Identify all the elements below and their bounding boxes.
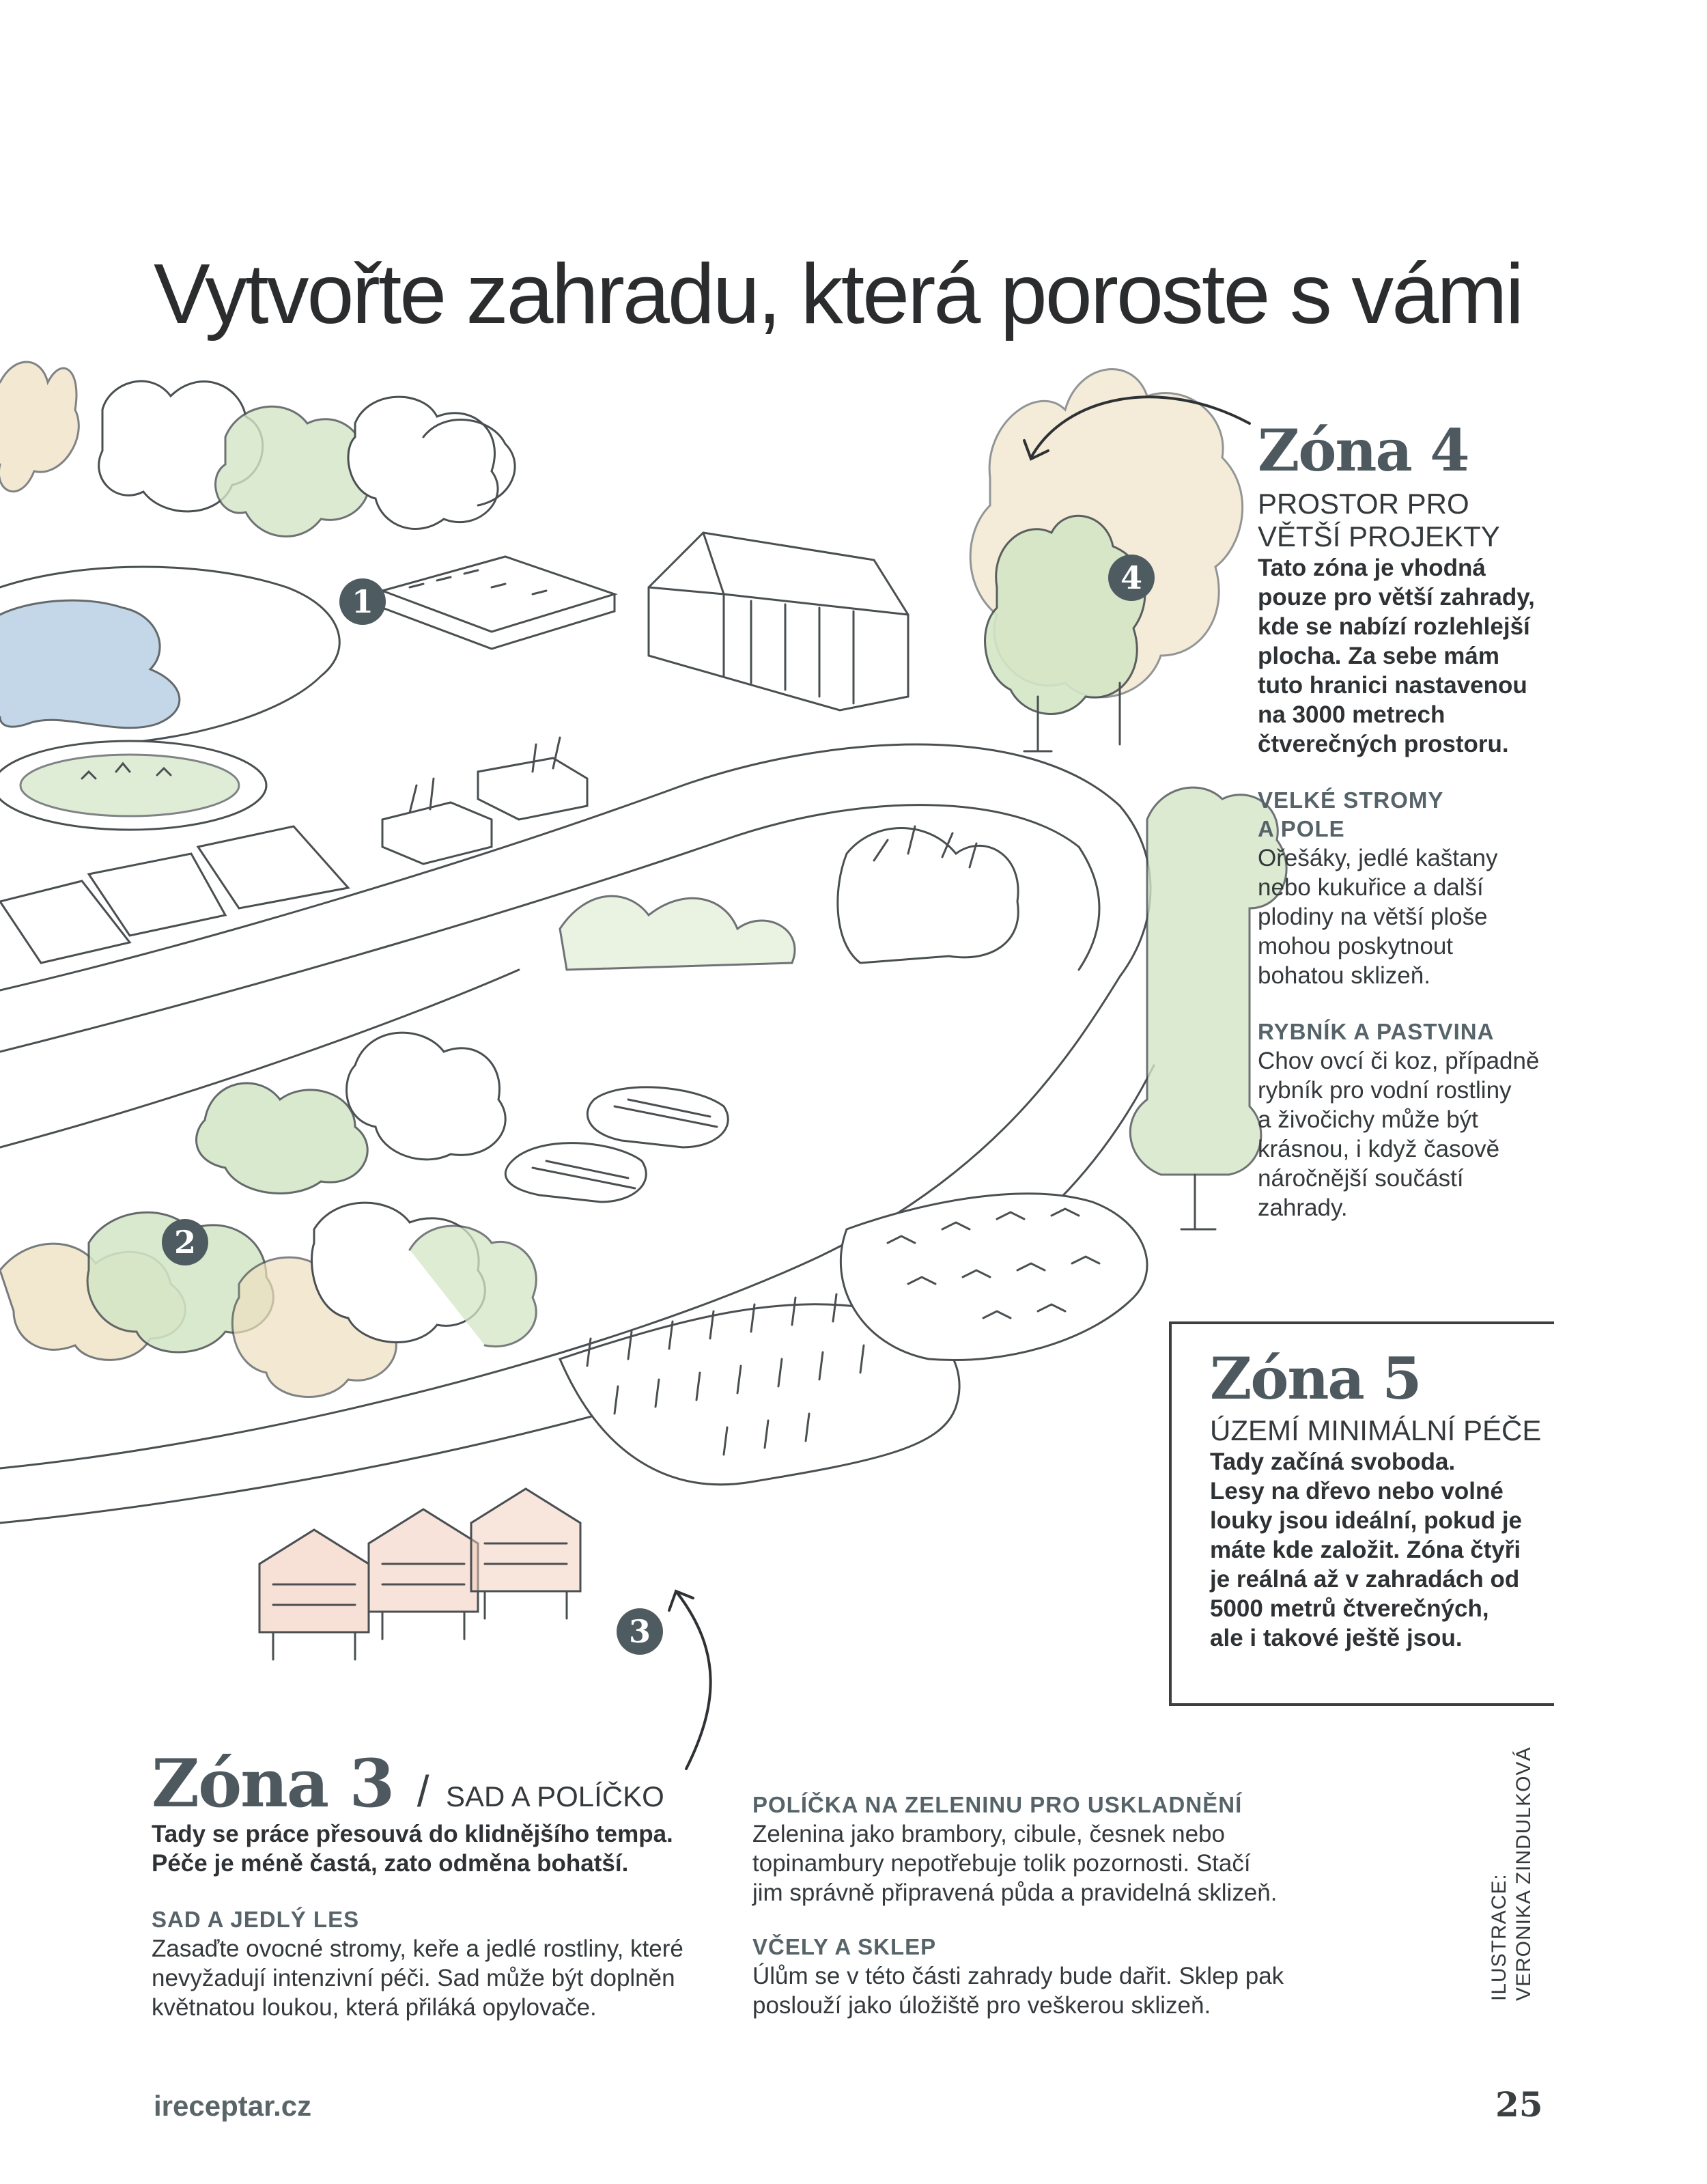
zone3-section-line: Úlům se v této části zahrady bude dařit. Sklep pak [752, 1963, 1284, 1989]
zone3-section-orchard [152, 1905, 739, 2022]
page-number: 25 [1495, 2084, 1543, 2125]
zone4-section-text [1258, 843, 1551, 990]
zone3-intro [152, 1819, 766, 1878]
page-title: Vytvořte zahradu, která poroste s vámi [154, 247, 1523, 341]
herb-bed-oval [0, 741, 266, 830]
zone5-intro-line: louky jsou ideální, pokud je [1210, 1507, 1523, 1534]
footer-site-link[interactable]: ireceptar.cz [154, 2090, 312, 2122]
zone4-section-line: plodiny na větší ploše [1258, 904, 1488, 930]
zone5-intro-line: máte kde založit. Zóna čtyři [1210, 1537, 1521, 1563]
zone4-intro-line: na 3000 metrech [1258, 701, 1445, 728]
zone4-section-heading-line: A POLE [1258, 816, 1345, 841]
zone4-section-line: nebo kukuřice a další [1258, 874, 1484, 901]
zone5-box [1169, 1321, 1554, 1706]
zone4-section-line: Ořešáky, jedlé kaštany [1258, 845, 1498, 871]
firewood-bundles [505, 1087, 728, 1202]
zone5-heading: Zóna 5 [1210, 1345, 1421, 1412]
zone3-section-vegetables [752, 1791, 1340, 1907]
zone4-section-heading [1258, 786, 1551, 843]
vegetable-beds-left [0, 826, 348, 963]
zone4-section-heading [1258, 1018, 1551, 1046]
seedling-crates [382, 738, 587, 864]
shrubs-middle [197, 1033, 506, 1193]
zone3-section-text [152, 1934, 739, 2022]
herb-beds-center [560, 826, 1018, 970]
zone5-subtitle: ÚZEMÍ MINIMÁLNÍ PÉČE [1210, 1414, 1542, 1446]
zone3-section-line: topinambury nepotřebuje tolik pozornosti. Stačí [752, 1850, 1251, 1877]
zone3-section-line: jim správně připravená půda a pravidelná sklizeň. [752, 1879, 1278, 1906]
zone4-intro-line: Tato zóna je vhodná [1258, 555, 1486, 581]
zone-marker-4: 4 [1108, 555, 1155, 601]
tree-cluster-top-left [0, 362, 515, 536]
zone4-heading: Zóna 4 [1258, 417, 1469, 484]
zone3-section-heading: POLÍČKA NA ZELENINU PRO USKLADNĚNÍ [752, 1792, 1243, 1817]
zone3-intro-line: Péče je méně častá, zato odměna bohatší. [152, 1850, 629, 1877]
zone3-section-text [752, 1819, 1340, 1907]
zone3-section-line: poslouží jako úložiště pro veškerou sklizeň. [752, 1992, 1211, 2019]
zone3-subtitle: SAD A POLÍČKO [446, 1780, 664, 1812]
zone5-content [1172, 1324, 1554, 1653]
zone4-intro-line: plocha. Za sebe mám [1258, 643, 1500, 669]
zone4-intro-line: tuto hranici nastavenou [1258, 672, 1527, 699]
zone4-intro-line: čtverečných prostoru. [1258, 731, 1509, 757]
zone3-section-line: Zasaďte ovocné stromy, keře a jedlé rostliny, které [152, 1935, 683, 1962]
zone-marker-1: 1 [339, 578, 386, 625]
zone4-section-line: rybník pro vodní rostliny [1258, 1077, 1512, 1104]
greenhouse [649, 533, 908, 710]
zone3-section-line: nevyžadují intenzivní péči. Sad může být doplněn [152, 1965, 675, 1991]
potato-field [841, 1194, 1147, 1360]
pond [0, 567, 339, 744]
zone4-section-line: náročnější součástí [1258, 1165, 1464, 1192]
zone4-section-line: krásnou, i když časově [1258, 1136, 1500, 1162]
credit-line: VERONIKA ZINDULKOVÁ [1512, 1746, 1535, 2001]
zone4-subtitle-line: VĚTŠÍ PROJEKTY [1258, 520, 1500, 552]
zone3-section-text [752, 1961, 1340, 2020]
zone-marker-2: 2 [162, 1219, 208, 1265]
zone4-section-line: mohou poskytnout [1258, 933, 1454, 960]
zone4-intro-line: kde se nabízí rozlehlejší [1258, 613, 1530, 640]
beehives [259, 1489, 580, 1660]
credit-line: ILUSTRACE: [1488, 1873, 1510, 2001]
zone5-intro-line: ale i takové ještě jsou. [1210, 1625, 1463, 1651]
zone4-subtitle-line: PROSTOR PRO [1258, 488, 1469, 520]
zone4-intro [1258, 553, 1551, 759]
zone4-section-line: Chov ovcí či koz, případně [1258, 1048, 1540, 1074]
zone5-intro-line: Lesy na dřevo nebo volné [1210, 1478, 1504, 1504]
zone5-intro-line: Tady začíná svoboda. [1210, 1448, 1456, 1475]
zone4-section-heading-line: VELKÉ STROMY [1258, 787, 1444, 813]
zone4-section-line: a živočichy může být [1258, 1106, 1478, 1133]
orchard-trees-left [0, 1203, 536, 1397]
illustration-credit [1487, 1747, 1536, 2001]
zone3-header [152, 1745, 664, 1822]
zone5-intro [1210, 1447, 1554, 1653]
zone5-intro-line: 5000 metrů čtverečných, [1210, 1595, 1489, 1622]
zone4-block [1258, 418, 1551, 1222]
zone5-intro-line: je reálná až v zahradách od [1210, 1566, 1520, 1593]
zone4-section-line: zahrady. [1258, 1194, 1348, 1221]
zone3-section-heading: VČELY A SKLEP [752, 1934, 937, 1959]
zone4-section-text [1258, 1046, 1551, 1222]
zone-marker-3: 3 [617, 1608, 663, 1655]
zone3-intro-line: Tady se práce přesouvá do klidnějšího tempa. [152, 1821, 673, 1847]
zone3-heading: Zóna 3 [152, 1745, 394, 1822]
zone4-trees [970, 369, 1286, 1229]
zone3-section-heading: SAD A JEDLÝ LES [152, 1907, 360, 1932]
zone4-section-heading-line: RYBNÍK A PASTVINA [1258, 1019, 1495, 1044]
raised-bed [382, 557, 615, 649]
zone4-subtitle [1258, 488, 1551, 553]
zone3-section-bees [752, 1933, 1340, 2020]
zone3-section-line: Zelenina jako brambory, cibule, česnek nebo [752, 1821, 1225, 1847]
zone4-intro-line: pouze pro větší zahrady, [1258, 584, 1535, 611]
zone4-section-line: bohatou sklizeň. [1258, 962, 1430, 989]
zone3-section-line: květnatou loukou, která přiláká opylovače. [152, 1994, 597, 2021]
zone3-slash: / [417, 1767, 429, 1816]
